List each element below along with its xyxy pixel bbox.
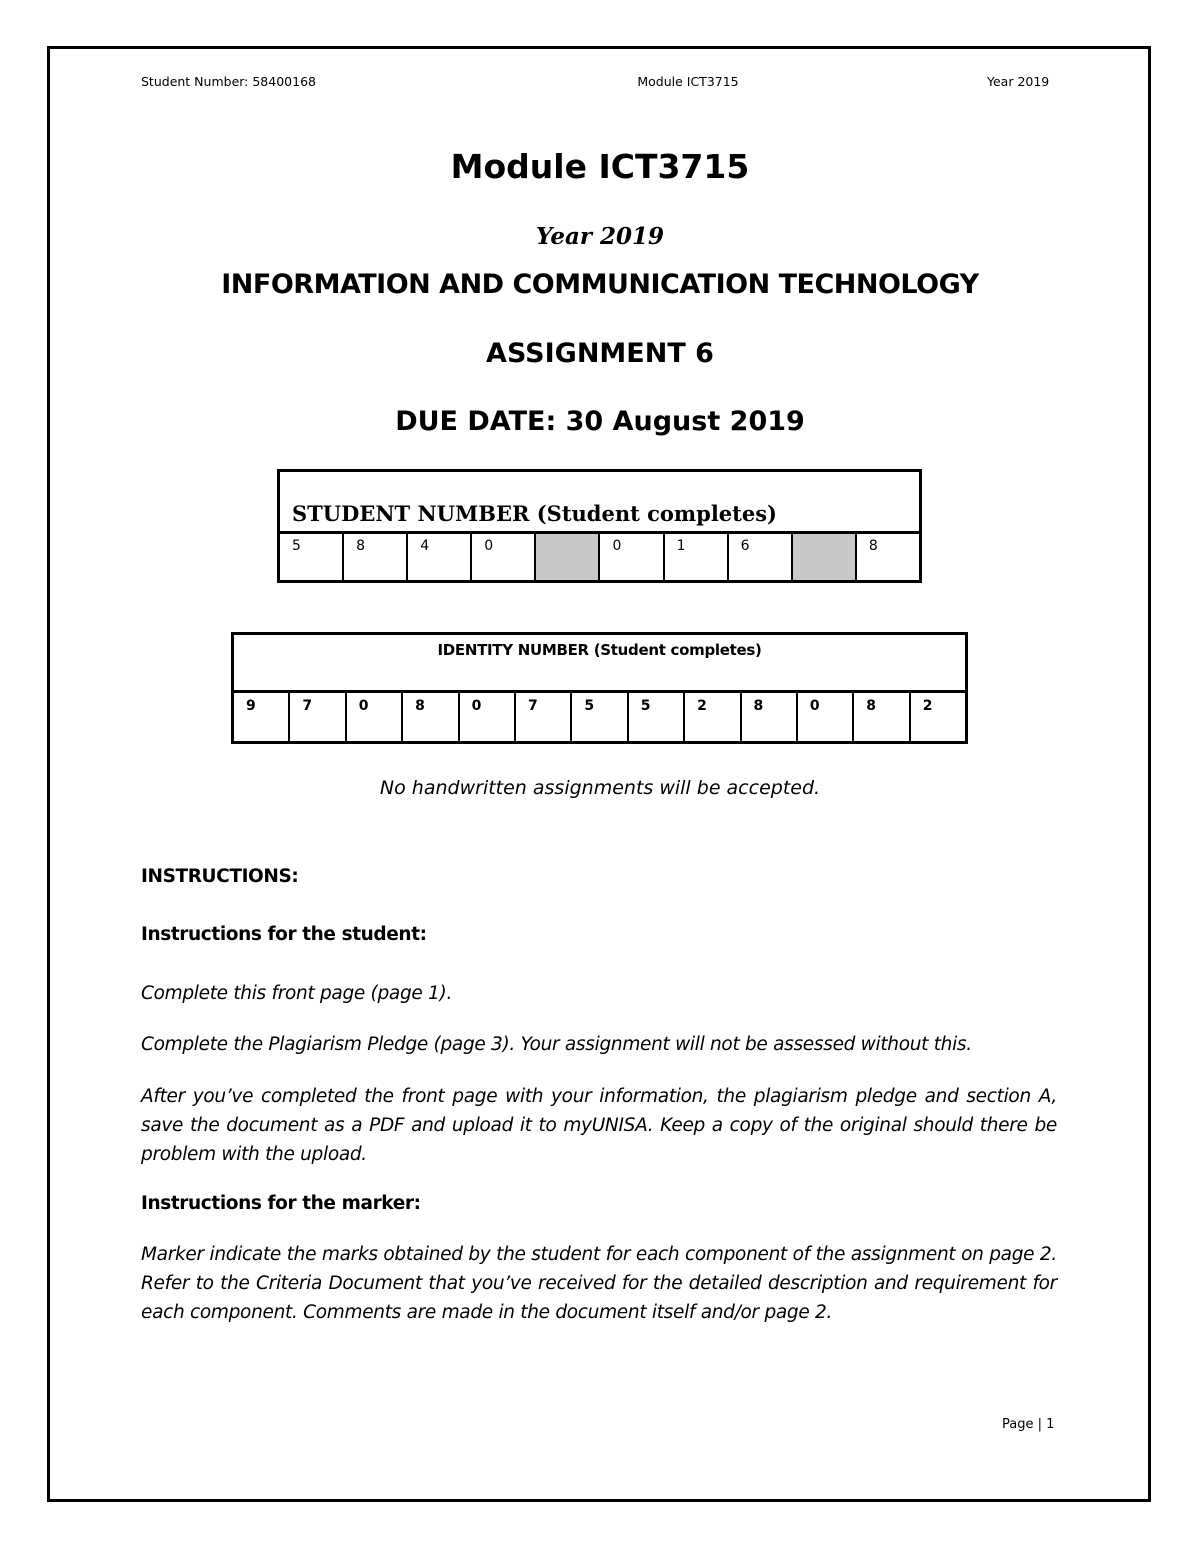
- instructions-heading: INSTRUCTIONS:: [141, 866, 299, 887]
- student-instruction-item: Complete the Plagiarism Pledge (page 3). Your assignment will not be assessed without this.: [141, 1034, 972, 1055]
- identity-number-cell: 7: [290, 693, 346, 741]
- student-number-cell-shaded: [536, 534, 600, 580]
- identity-number-cell: 2: [685, 693, 741, 741]
- student-instruction-item: Complete this front page (page 1).: [141, 983, 453, 1004]
- student-number-cell-shaded: [793, 534, 857, 580]
- student-number-cell: 5: [280, 534, 344, 580]
- student-number-cell: 0: [472, 534, 536, 580]
- student-number-cell: 6: [729, 534, 793, 580]
- header-year: Year 2019: [987, 74, 1050, 89]
- identity-number-cell: 0: [460, 693, 516, 741]
- title-due-date: DUE DATE: 30 August 2019: [395, 406, 805, 437]
- identity-number-cell: 5: [572, 693, 628, 741]
- identity-number-heading: IDENTITY NUMBER (Student completes): [234, 635, 965, 693]
- identity-number-row: [234, 693, 965, 741]
- title-year: Year 2019: [535, 223, 665, 250]
- title-module: Module ICT3715: [450, 147, 750, 186]
- title-assignment: ASSIGNMENT 6: [486, 338, 714, 369]
- student-number-table: [277, 469, 922, 583]
- identity-number-cell: 0: [347, 693, 403, 741]
- student-number-cell: 8: [344, 534, 408, 580]
- header-student-number: Student Number: 58400168: [141, 74, 316, 89]
- student-number-cell: 8: [868, 538, 878, 554]
- page-number: Page | 1: [1002, 1417, 1055, 1432]
- student-instructions-heading: Instructions for the student:: [141, 924, 427, 945]
- student-number-row: [280, 534, 919, 580]
- identity-number-cell: 7: [516, 693, 572, 741]
- identity-number-cell: 8: [854, 693, 910, 741]
- student-number-cell: 1: [665, 534, 729, 580]
- identity-number-cell: 8: [403, 693, 459, 741]
- student-number-heading: STUDENT NUMBER (Student completes): [280, 472, 919, 534]
- title-subject: INFORMATION AND COMMUNICATION TECHNOLOGY: [221, 269, 979, 300]
- student-instruction-item: After you’ve completed the front page with your information, the plagiarism pledge and section A, save the document as a PDF and upload it to myUNISA. Keep a copy of the original should there be problem with the upload.: [141, 1086, 1057, 1165]
- student-number-cell: 4: [408, 534, 472, 580]
- identity-number-cell: 8: [742, 693, 798, 741]
- identity-number-cell: 5: [629, 693, 685, 741]
- identity-number-cell: 2: [922, 698, 933, 714]
- identity-number-cell: 9: [234, 693, 290, 741]
- handwritten-notice: No handwritten assignments will be accepted.: [379, 777, 821, 799]
- student-number-cell: 0: [600, 534, 664, 580]
- identity-number-table: [231, 632, 968, 744]
- identity-number-cell: 0: [798, 693, 854, 741]
- marker-instructions-heading: Instructions for the marker:: [141, 1193, 421, 1214]
- header-module: Module ICT3715: [637, 74, 739, 89]
- marker-instruction-text: Marker indicate the marks obtained by the student for each component of the assignment on page 2. Refer to the Criteria Document that you’ve received for the detailed description and requirement for each component. Comments are made in the document itself and/or page 2.: [141, 1244, 1057, 1323]
